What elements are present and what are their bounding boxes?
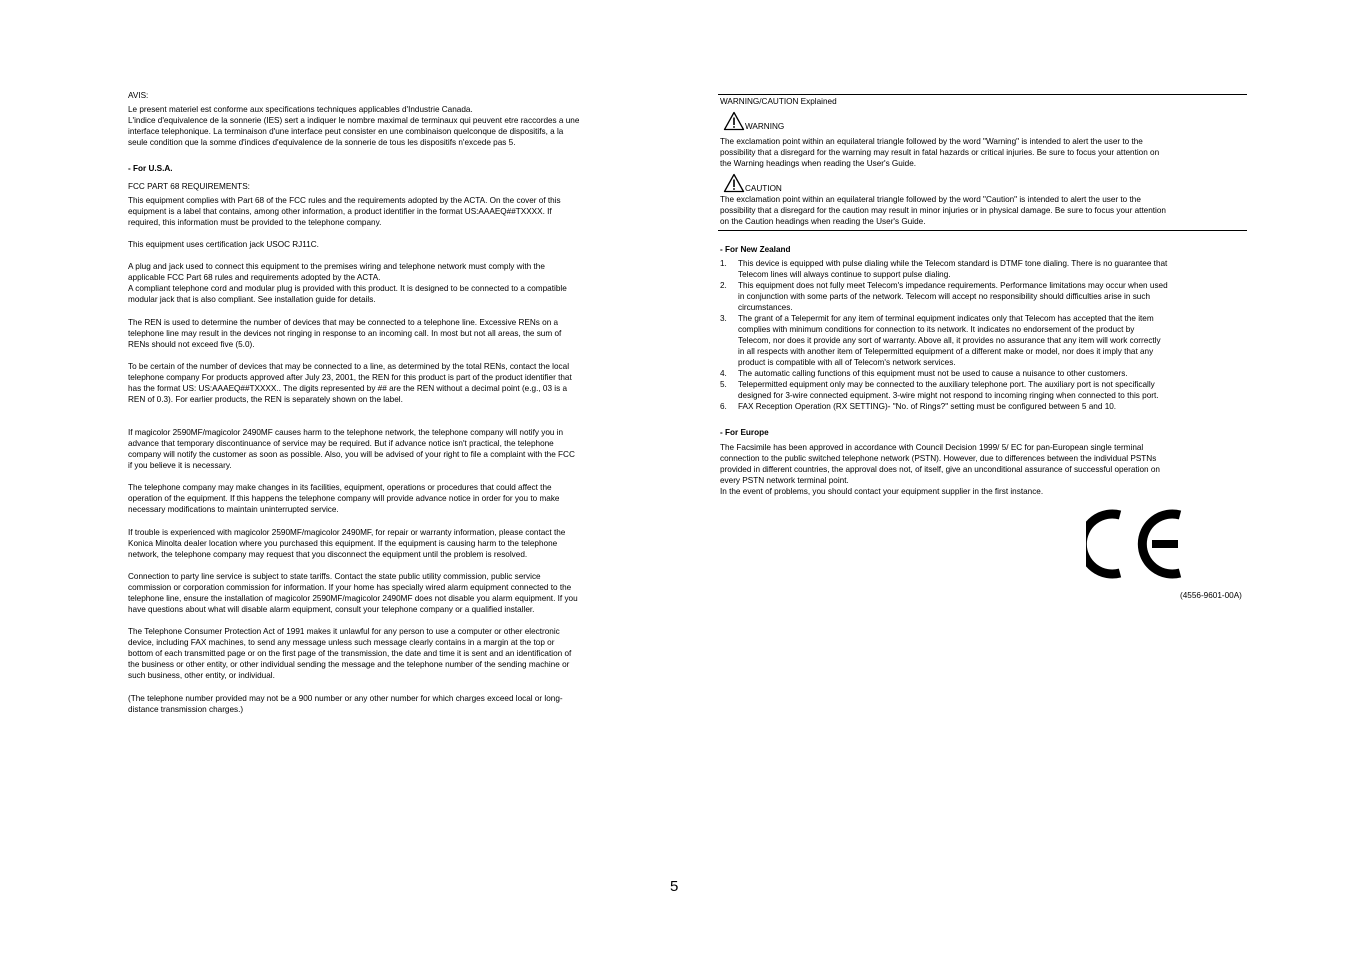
list-item-number: 1. <box>720 259 727 268</box>
fcc-paragraph-1: This equipment complies with Part 68 of the FCC rules and the requirements adopted by the ACTA. On the cover of this equipment is a label that contains, among other information, a product identifier in the format US:AAAEQ##TXXXX. If required, this information must be provided to the telephone company. <box>128 196 561 227</box>
caution-body: The exclamation point within an equilateral triangle followed by the word "Caution" is intended to alert the user to the possibility that a disregard for the caution may result in minor injuries or in physical damage. Be sure to focus your attention on the Caution headings when reading the User's Guide. <box>720 195 1166 226</box>
list-item-text: This equipment does not fully meet Telecom's impedance requirements. Performance limitations may occur when used in conjunction with some parts of the network. Telecom will accept no responsibility should difficulties arise in such circumstances. <box>738 281 1168 312</box>
fcc-paragraph-6: If magicolor 2590MF/magicolor 2490MF causes harm to the telephone network, the telephone company will notify you in advance that temporary discontinuance of service may be required. But if advance notice isn't practical, the telephone company will notify the customer as soon as possible. Also, you will be advised of your right to file a complaint with the FCC if you believe it is necessary. <box>128 428 575 470</box>
list-item <box>720 280 1247 313</box>
avis-body: Le present materiel est conforme aux specifications techniques applicables d'Industrie Canada. L'indice d'equivalence de la sonnerie (IES) sert a indiquer le nombre maximal de terminaux qui peuvent etre raccordes a une interface telephonique. La terminaison d'une interface peut consister en une combinaison quelconque de dispositifs, a la seule condition que la somme d'indices d'equivalence de la sonnerie de tous les dispositifs n'excede pas 5. <box>128 105 580 147</box>
fcc-paragraph-3: A plug and jack used to connect this equipment to the premises wiring and telephone network must comply with the applicable FCC Part 68 rules and requirements adopted by the ACTA. A compliant telephone cord and modular plug is provided with this product. It is designed to be connected to a compatible modular jack that is also compliant. See installation guide for details. <box>128 262 567 304</box>
caution-label-row <box>723 173 782 193</box>
fcc-heading: FCC PART 68 REQUIREMENTS: <box>128 182 250 191</box>
fcc-paragraph-8: If trouble is experienced with magicolor 2590MF/magicolor 2490MF, for repair or warranty information, please contact the Konica Minolta dealer location where you purchased this equipment. If the equipment is causing harm to the telephone network, the telephone company may request that you disconnect the equipment until the problem is resolved. <box>128 528 566 559</box>
europe-body: The Facsimile has been approved in accordance with Council Decision 1999/ 5/ EC for pan-European single terminal connection to the public switched telephone network (PSTN). However, due to differences between the individual PSTNs provided in different countries, the approval does not, of itself, give an unconditional assurance of successful operation on every PSTN network terminal point. In the event of problems, you should contact your equipment supplier in the first instance. <box>720 443 1160 496</box>
nz-heading: - For New Zealand <box>720 245 791 254</box>
page-number: 5 <box>670 878 679 895</box>
warning-caution-heading: WARNING/CAUTION Explained <box>720 97 837 106</box>
top-rule <box>718 94 1247 95</box>
fcc-paragraph-4: The REN is used to determine the number of devices that may be connected to a telephone line. Excessive RENs on a telephone line may result in the devices not ringing in response to an incoming call. In most but not all areas, the sum of RENs should not exceed five (5.0). <box>128 318 562 349</box>
fcc-paragraph-9: Connection to party line service is subject to state tariffs. Contact the state public utility commission, public service commission or corporation commission for information. If your home has specially wired alarm equipment connected to the telephone line, ensure the installation of magicolor 2590MF/magicolor 2490MF does not disable you alarm equipment. If you have questions about what will disable alarm equipment, consult your telephone company or a qualified installer. <box>128 572 578 614</box>
list-item-text: The grant of a Telepermit for any item of terminal equipment indicates only that Telecom has accepted that the item complies with minimum conditions for connection to its network. It indicates no endorsement of the product by Telecom, nor does it provide any sort of warranty. Above all, it provides no assurance that any item will work correctly in all respects with another item of Telepermitted equipment of a different make or model, nor does it imply that any product is compatible with all of Telecom's network services. <box>738 314 1161 367</box>
warning-label: WARNING <box>745 122 785 131</box>
list-item-text: The automatic calling functions of this equipment must not be used to cause a nuisance to other customers. <box>738 369 1128 378</box>
list-item-text: Telepermitted equipment only may be connected to the auxiliary telephone port. The auxiliary port is not specifically designed for 3-wire connected equipment. 3-wire might not respond to incoming ringing when connected to this port. <box>738 380 1159 400</box>
usa-heading: - For U.S.A. <box>128 164 173 173</box>
fcc-paragraph-11: (The telephone number provided may not be a 900 number or any other number for which charges exceed local or long- distance transmission charges.) <box>128 694 563 714</box>
list-item <box>720 379 1247 401</box>
list-item <box>720 313 1247 368</box>
list-item <box>720 368 1247 379</box>
list-item-number: 4. <box>720 369 727 378</box>
list-item <box>720 401 1247 412</box>
fcc-paragraph-2: This equipment uses certification jack USOC RJ11C. <box>128 240 319 249</box>
caution-triangle-icon <box>723 173 745 193</box>
ce-mark-icon <box>1086 507 1186 581</box>
list-item-number: 2. <box>720 281 727 290</box>
bottom-rule <box>718 230 1247 231</box>
list-item-number: 6. <box>720 402 727 411</box>
warning-label-row <box>723 111 784 131</box>
nz-list <box>720 258 1247 412</box>
warning-body: The exclamation point within an equilateral triangle followed by the word "Warning" is intended to alert the user to the possibility that a disregard for the warning may result in fatal hazards or critical injuries. Be sure to focus your attention on the Warning headings when reading the User's Guide. <box>720 137 1160 168</box>
list-item-number: 3. <box>720 314 727 323</box>
fcc-paragraph-10: The Telephone Consumer Protection Act of 1991 makes it unlawful for any person to use a computer or other electronic device, including FAX machines, to send any message unless such message clearly contains in a margin at the top or bottom of each transmitted page or on the first page of the transmission, the date and time it is sent and an identification of the business or other entity, or other individual sending the message and the telephone number of the sending machine or such business, other entity, or individual. <box>128 627 572 680</box>
document-number: (4556-9601-00A) <box>1180 591 1242 600</box>
list-item-text: FAX Reception Operation (RX SETTING)- "No. of Rings?" setting must be configured between 5 and 10. <box>738 402 1117 411</box>
list-item-number: 5. <box>720 380 727 389</box>
fcc-paragraph-5: To be certain of the number of devices that may be connected to a line, as determined by the total RENs, contact the local telephone company For products approved after July 23, 2001, the REN for this product is part of the product identifier that has the format US: US:AAAEQ##TXXXX.. The digits represented by ## are the REN without a decimal point (e.g., 03 is a REN of 0.3). For earlier products, the REN is separately shown on the label. <box>128 362 572 404</box>
caution-label: CAUTION <box>745 184 782 193</box>
avis-heading: AVIS: <box>128 91 149 100</box>
list-item <box>720 258 1247 280</box>
fcc-paragraph-7: The telephone company may make changes in its facilities, equipment, operations or procedures that could affect the operation of the equipment. If this happens the telephone company will provide advance notice in order for you to make necessary modifications to maintain uninterrupted service. <box>128 483 560 514</box>
warning-triangle-icon <box>723 111 745 131</box>
europe-heading: - For Europe <box>720 428 769 437</box>
list-item-text: This device is equipped with pulse dialing while the Telecom standard is DTMF tone dialing. There is no guarantee that Telecom lines will always continue to support pulse dialing. <box>738 259 1168 279</box>
